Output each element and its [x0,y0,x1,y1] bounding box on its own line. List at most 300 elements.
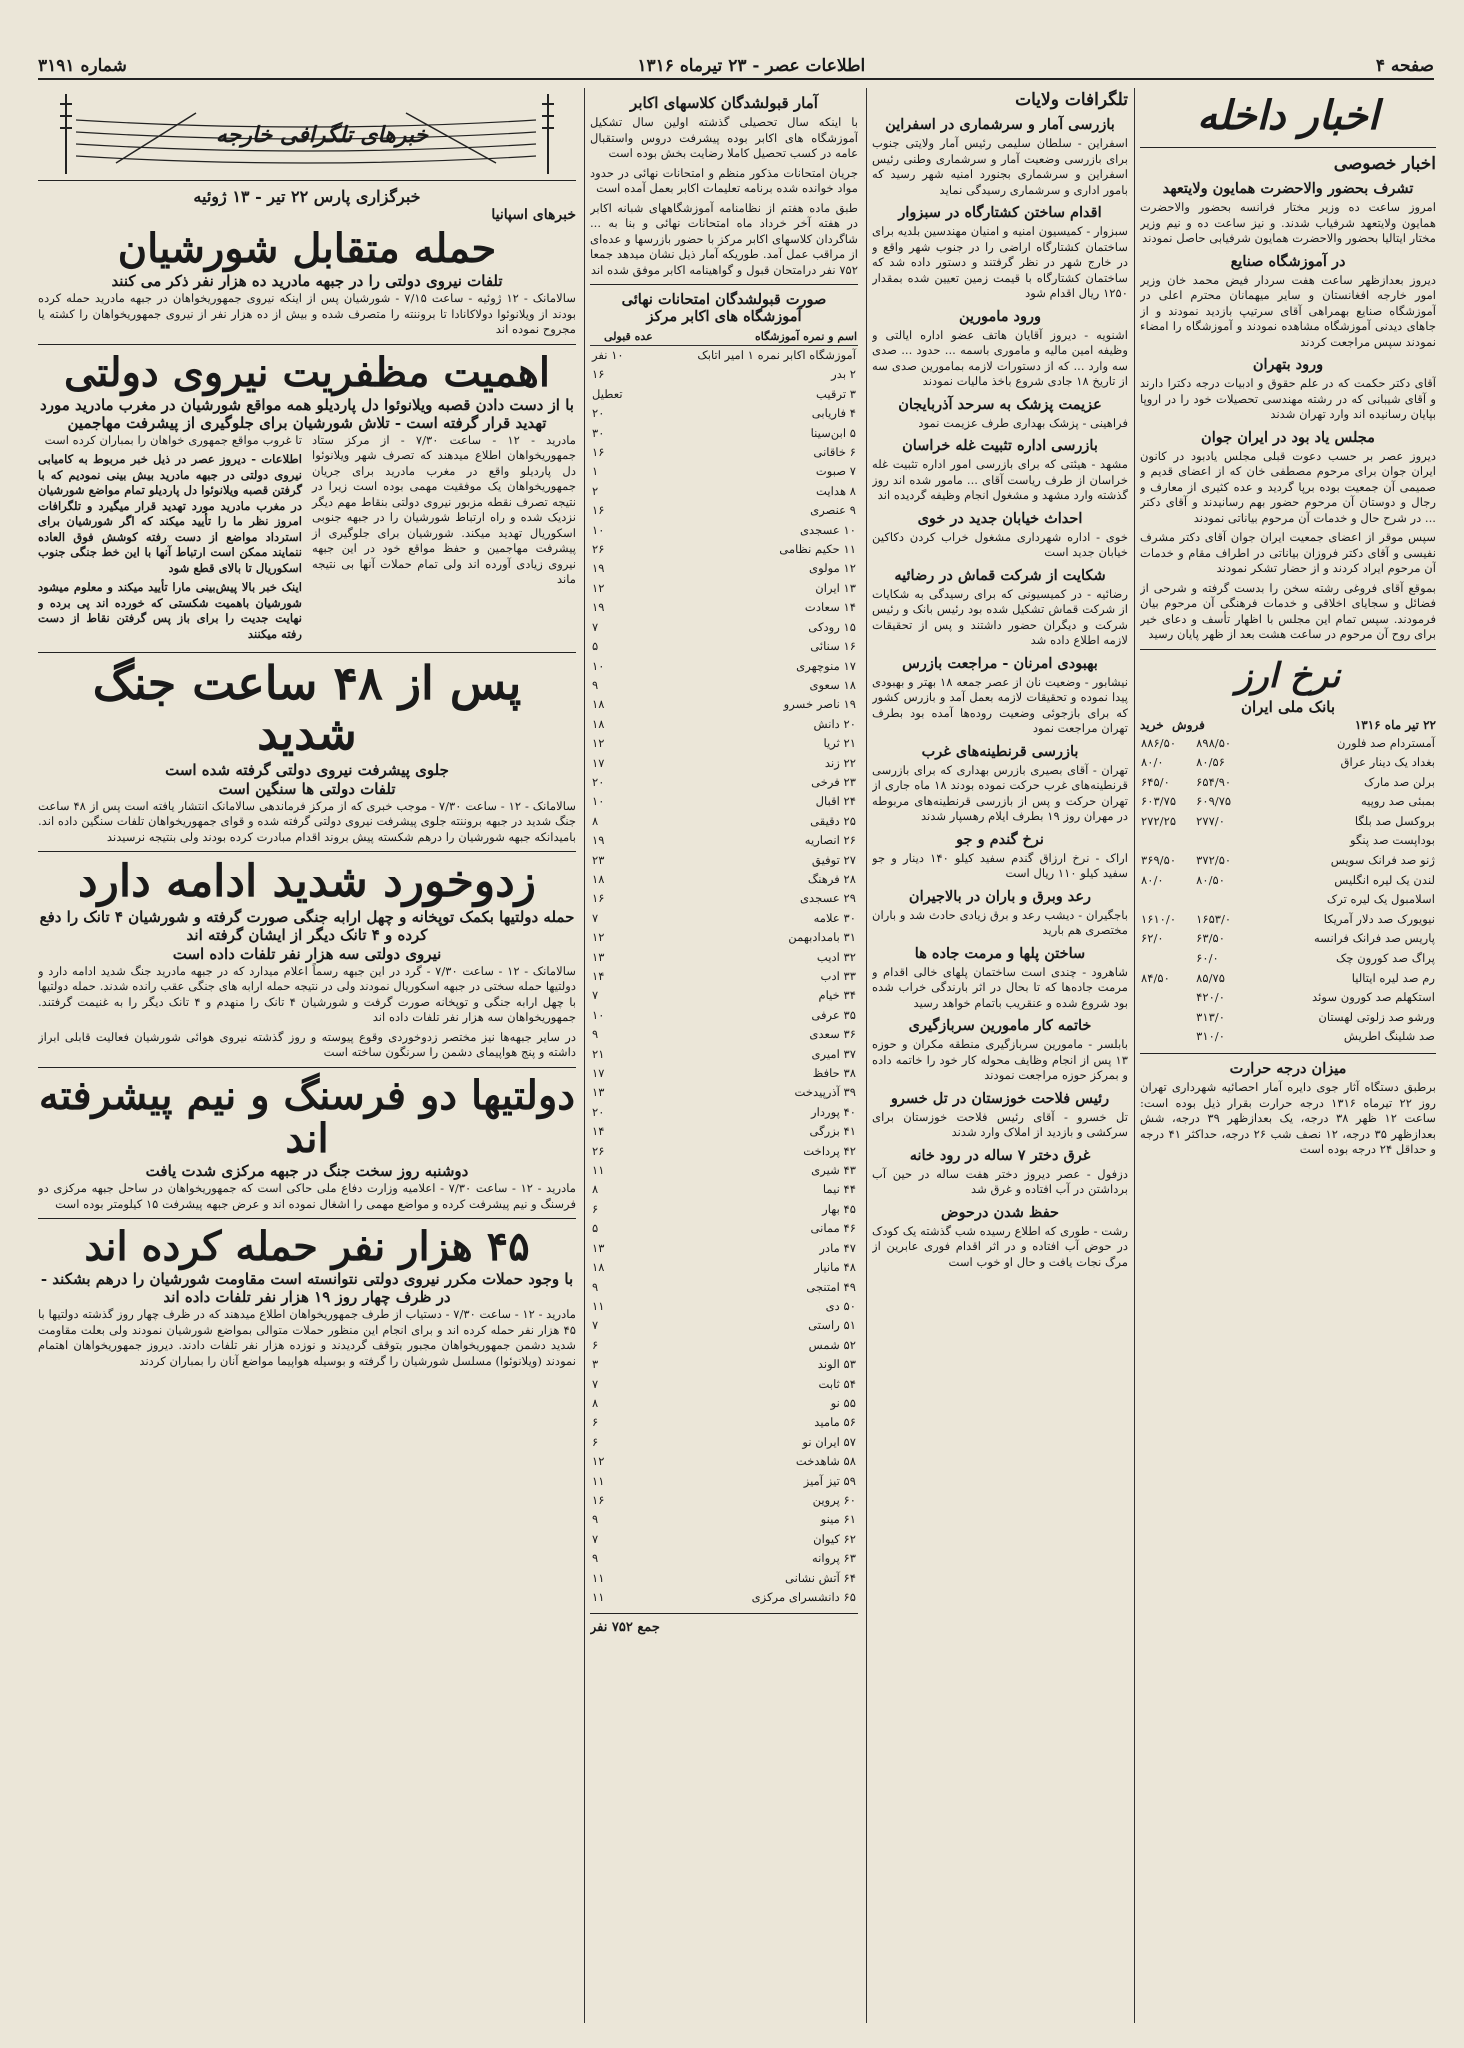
passed-count: ۱ [592,464,599,479]
school-name: ۲۹ عسجدی [799,891,856,906]
private-news-body: دیروز عصر بر حسب دعوت قبلی مجلس یادبود در کانون ایران جوان برای مرحوم مصطفی خان که از اعضای قدیم و صمیمی آن جمعیت بوده برپا گردید و عده کثیری از معارف و رجال و دوستان آن مرحوم حضور بهم رسانیدند و آقای دکتر ... در شرح حال و خدمات آن مرحوم بیاناتی نمودند [1140,448,1436,525]
table-row [590,1200,858,1219]
pars-agency-dateline: خبرگزاری پارس ۲۲ تیر - ۱۳ ژوئیه [193,187,421,206]
passed-count: ۶ [592,1415,599,1430]
school-name: ۴۴ نیما [822,1182,856,1197]
private-news-headline: در آموزشگاه صنایع [1230,252,1346,270]
provincial-news-body: خوی - اداره شهرداری مشغول خراب کردن دکاکین خیابان جدید است [872,529,1128,559]
table-row [590,385,858,404]
provincial-news-headline: بازرسی اداره تثبیت غله خراسان [902,437,1098,454]
table-row [590,1336,858,1355]
school-name: ۵۳ الوند [817,1357,856,1372]
table-row [590,676,858,695]
article-4-deck-2: نیروی دولتی سه هزار نفر تلفات داده است [172,944,442,963]
table-row [1140,1027,1436,1047]
table-row [1140,812,1436,832]
results-total: جمع ۷۵۲ نفر [590,1620,660,1636]
passed-count: ۳۰ [592,425,605,440]
passed-count: ۱۰ [592,794,605,809]
school-name: ۲۲ زند [824,755,856,770]
school-name: ۱۸ سعوی [809,677,856,692]
telegraph-pole-icon [60,94,72,174]
table-row [590,579,858,598]
passed-count: ۹ [592,1512,599,1527]
provincial-news-headline: بهبودی امرنان - مراجعت بازرس [902,654,1098,672]
table-row [590,1239,858,1258]
article-2-body-4: اینک خبر بالا پیش‌بینی مارا تأیید میکند و معلوم میشود شورشیان باهمیت شکستی که خورده اند پی برده و نهایت جدیت را برای باز پس گرفتن نقاط از دست رفته میکنند [38,580,302,641]
school-name: ۳۶ سعدی [809,1027,856,1042]
table-row [590,1064,858,1083]
passed-count: ۲۰ [592,1104,605,1119]
article-1-deck: تلفات نیروی دولتی را در جبهه مادرید ده هزار نفر ذکر می کنند [111,272,503,291]
school-name: ۵۹ تیز آمیز [803,1473,856,1488]
private-news-list [1140,180,1436,643]
table-row [1140,871,1436,891]
table-row [590,1355,858,1374]
provincial-news-body: نیشابور - وضعیت نان از عصر جمعه ۱۸ بهتر و بهبودی پیدا نموده و تحقیقات لازمه بعمل آمد و بازرس کشور که برای بازجوئی وضعیت روده‌ها آمده بود بطرف تهران مراجعت نمود [872,674,1128,735]
school-name: ۶ خاقانی [813,445,856,460]
passed-count: ۱۴ [592,1124,605,1139]
article-6-body: مادرید - ۱۲ - ساعت ۷/۳۰ - دستیاب از طرف جمهوریخواهان اطلاع میدهند که در ظرف چهار روز گذشته دولتیها با ۴۵ هزار نفر حمله کرده اند و برای انجام این منظور حملات متوالی بمواضع شورشیان نمودند ولی بعلت مقاومت شدید دشمن جمهوریخواهان مجبور بتوقف گردیدند و نوزده هزار نفر تلفات دادند. دیروز جمهوریخواهان اهتمام نمودند (ویلانوئوا) مسلسل شورشیان را گرفته و بوسیله هواپیما مواضع آنان را بمباران کردند [38,1307,576,1368]
passed-count: ۸ [592,1182,599,1197]
table-row [590,1375,858,1394]
provincial-news-body: تل خسرو - آقای رئیس فلاحت خوزستان برای سرکشی و بازدید از املاک وارد شدند [872,1109,1128,1139]
currency-name: بغداد یک دینار عراق [1340,755,1435,770]
sell-rate: ۳۱۳/۰ [1196,1009,1225,1024]
article-2-body-3: اطلاعات - دیروز عصر در ذیل خبر مربوط به کامیابی نیروی دولتی در جبهه مادرید بیش بینی نمودیم که با گرفتن قصبه ویلانوئوا دل پاردیلو تمام مواضع شورشیان در مغرب مادرید مورد تهدید قرار میگیرد و تلگرافات امروز نظر ما را تأیید میکند که اگر شورشیان برای استرداد مواضع از دست رفته کوشش فوق العاده ننمایند ممکن است ارتباط آنها با این خط جنگی جنوب اسکوریال تا بالای قطع شود [38,452,302,575]
school-name: ۴۵ بهار [822,1201,856,1216]
school-name: ۲۳ فرخی [811,774,856,789]
table-row [590,637,858,656]
provincial-telegrams-column [872,88,1128,2023]
article-4-deck-1: حمله دولتیها بکمک توپخانه و چهل ارابه جنگی صورت گرفته و شورشیان ۴ تانک را دفع کرده و ۴ تانک دیگر از ایشان گرفته اند [39,907,575,944]
currency-name: برلن صد مارک [1363,774,1435,789]
provincial-news-headline: احداث خیابان جدید در خوی [917,509,1083,527]
passed-count: ۹ [592,677,599,692]
passed-count: ۱۹ [592,600,605,615]
passed-count: ۱۷ [592,1066,605,1081]
adult-classes-column [590,88,858,2023]
table-row [590,501,858,520]
table-row [590,1510,858,1529]
school-name: ۵۲ شمس [808,1337,856,1352]
sell-rate: ۸۰/۵۰ [1196,872,1225,887]
private-news-body: آقای دکتر حکمت که در علم حقوق و ادبیات درجه دکترا دارند و آقای شیبانی که در رشته مهندسی تحصیلات خود را در اروپا بپایان رسانیده اند وارد تهران شدند [1140,376,1436,421]
table-row [1140,1008,1436,1028]
buy-rate: ۸۰/۰ [1141,872,1164,887]
table-row [1140,851,1436,871]
sell-rate [1195,890,1250,910]
buy-rate [1140,831,1195,851]
school-name: ۸ هدایت [816,483,856,498]
table-row [590,346,858,366]
sell-rate: ۸۰/۵۶ [1196,755,1225,770]
article-6-headline: ۴۵ هزار نفر حمله کرده اند [84,1223,530,1271]
table-row [590,540,858,559]
buy-rate: ۶۲/۰ [1141,931,1164,946]
school-name: ۵۶ مامید [814,1415,856,1430]
provincial-news-body: دزفول - عصر دیروز دختر هفت ساله در حین آب برداشتن در آب افتاده و غرق شد [872,1166,1128,1196]
foreign-news-banner-title: خبرهای تلگرافی خارجه [215,122,429,148]
school-name: ۷ صبوت [815,464,856,479]
passed-count: ۱۲ [592,930,605,945]
results-col-name: اسم و نمره آموزشگاه [654,328,858,346]
passed-count: ۱۸ [592,871,605,886]
buy-rate: ۲۷۲/۲۵ [1141,813,1177,828]
article-3-body: سالامانک - ۱۲ - ساعت ۷/۳۰ - موجب خبری که از مرکز فرماندهی سالامانک انتشار یافته است پس از ۴۸ ساعت جنگ شدید در جبهه بروننته جلوی پیشرفت نیروی دولتی گرفته شده و قوای جمهوریخواهان تلفات سنگین داده اند. بامیدانکه جبهه شورشیان را درهم شکسته پیش بروند اقدام مبادرت کرده بودند ولی بنتیجه نرسیدند [38,798,576,844]
domestic-news-column [1140,88,1436,2023]
provincial-news-body: اسفراین - سلطان سلیمی رئیس آمار ولایتی جنوب برای بازرسی وضعیت آمار و سرشماری وطنی رئیس اسفراین و سرشماری بجنورد امنیه شهر رسید که بامور اداری و سرشماری رسیدگی نماید [872,136,1128,197]
currency-name: ژنو صد فرانک سویس [1330,853,1435,868]
passed-count: ۷ [592,1531,599,1546]
table-row [590,1219,858,1238]
school-name: ۶۳ پروانه [811,1551,856,1566]
school-name: ۳۴ خیام [818,988,856,1003]
table-row [590,1258,858,1277]
currency-name: لندن یک لیره انگلیس [1334,872,1435,887]
provincial-news-headline: ساختن پلها و مرمت جاده ها [914,944,1086,962]
provincial-news-headline: غرق دختر ۷ ساله در رود خانه [909,1146,1091,1164]
table-row [1140,929,1436,949]
provincial-news-headline: حفظ شدن درحوض [940,1203,1059,1221]
sell-rate: ۴۲۰/۰ [1196,990,1225,1005]
passed-count: ۳ [592,1357,599,1372]
school-name: ۲۶ انصاریه [804,833,856,848]
article-2-body-2: تا غروب مواقع جمهوری خواهان را بمباران کرده است [44,432,302,447]
passed-count: ۱۶ [592,445,605,460]
table-row [590,889,858,908]
sell-rate: ۳۱۰/۰ [1196,1029,1225,1044]
foreign-news-column [38,88,576,2023]
school-name: ۶۴ آتش نشانی [784,1570,856,1585]
school-name: ۲۸ فرهنگ [807,871,856,886]
provincial-news-headline: رعد وبرق و باران در بالاجیران [908,887,1092,905]
provincial-news-body: مشهد - هیئتی که برای بازرسی امور اداره تثبیت غله خراسان از طرف ریاست آقای ... مامور شده اند روز گذشته وارد مشهد و مشغول انجام وظیفه گردیده اند [872,457,1128,502]
passed-count: ۸ [592,813,599,828]
school-name: ۵۷ ایران نو [802,1434,856,1449]
provincial-news-list [872,116,1128,1270]
article-5-deck: دوشنبه روز سخت جنگ در جبهه مرکزی شدت یافت [145,1162,469,1181]
table-row [590,1452,858,1471]
table-row [590,618,858,637]
results-table [590,328,858,1607]
buy-rate: ۸۴/۵۰ [1141,970,1170,985]
table-row [590,1549,858,1568]
passed-count: ۱۱ [592,1298,605,1313]
school-name: ۳۰ علامه [813,910,856,925]
passed-count: ۱۳ [592,1240,605,1255]
passed-count: ۱۲ [592,1454,605,1469]
provincial-news-headline: عزیمت پزشک به سرحد آذربایجان [898,395,1102,413]
private-news-headline: تشرف بحضور والاحضرت همایون ولایتعهد [1162,180,1414,197]
table-row [590,1569,858,1588]
currency-name: صد شلینگ اطریش [1343,1029,1435,1044]
school-name: ۱۶ سنائی [810,639,856,654]
school-name: ۶۰ پروین [812,1492,856,1507]
provincial-news-headline: بازرسی آمار و سرشماری در اسفراین [885,116,1115,133]
adult-classes-p3: طبق ماده هفتم از نظامنامه آموزشگاههای شبانه اکابر در هفته آخر خرداد ماه امتحانات نهائی و بنا به ... شاگردان کلاسهای اکابر مرکز با حضور بازرسها و عده‌ای از مراقب عمل آمد. طوریکه آمار ذیل نشان میدهد جمعا ۷۵۲ نفر درامتحان قبول و گواهینامه اکابر موفق شده اند [590,200,858,277]
results-col-count: عده قبولی [590,328,654,346]
passed-count: ۱۲ [592,736,605,751]
article-4-headline: زدوخورد شدید ادامه دارد [78,856,536,908]
adult-classes-heading: آمار قبولشدگان کلاسهای اکابر [630,94,818,112]
adult-classes-p1: با اینکه سال تحصیلی گذشته اولین سال تشکیل آموزشگاه های اکابر بوده پیشرفت دروس واستقبال عامه در کسب تحصیل کاملا رضایت بخش بوده است [590,115,858,160]
provincial-news-body: باجگیران - دیشب رعد و برق زیادی حادث شد و باران مختصری هم بارید [872,907,1128,937]
school-name: ۵۵ نو [830,1395,856,1410]
school-name: ۶۱ مینو [820,1512,856,1527]
passed-count: تعطیل [592,386,623,401]
currency-name: ورشو صد زلوتی لهستان [1318,1009,1435,1024]
passed-count: ۱۱ [592,1590,605,1604]
article-5-body: مادرید - ۱۲ - ساعت ۷/۳۰ - اعلامیه وزارت دفاع ملی حاکی است که جمهوریخواهان در ساحل جبهه مرکزی دو فرسنگ و نیم پیشرفت کرده و مواضع مهمی را اشغال نموده اند و عرض جبهه پیشرفت ۱۵ کیلومتر بوده است [38,1181,576,1211]
results-heading: صورت قبولشدگان امتحانات نهائی آموزشگاه های اکابر مرکز [621,291,827,325]
school-name: ۳۸ حافظ [812,1066,856,1081]
paper-date: اطلاعات عصر - ۲۳ تیرماه ۱۳۱۶ [637,56,866,76]
school-name: ۴ فاریابی [811,406,856,421]
table-row [590,443,858,462]
provincial-news-body: رشت - طوری که اطلاع رسیده شب گذشته یک کودک در حوض آب افتاده و در اثر اقدام فوری عابرین از مرگ نجات یافت و حال او خوب است [872,1223,1128,1269]
table-row [1140,734,1436,754]
passed-count: ۸ [592,1395,599,1410]
school-name: ۶۲ کیوان [813,1531,856,1546]
table-row [590,792,858,811]
passed-count: ۱۸ [592,716,605,731]
provincial-news-headline: بازرسی قرنطینه‌های غرب [921,742,1079,760]
temperature-heading: میزان درجه حرارت [1229,1060,1347,1077]
masthead [38,56,1434,80]
school-name: ۵۴ ثابت [818,1376,856,1391]
table-row [590,1316,858,1335]
provincial-news-body: فراهینی - پزشک بهداری طرف عزیمت نمود [918,415,1128,430]
provincial-news-headline: ورود مامورین [958,307,1042,325]
school-name: ۳۷ امیری [811,1046,856,1061]
school-name: ۳۳ ادب [820,969,856,983]
provincial-news-body: تهران - آقای بصیری بازرس بهداری که برای بازرسی قرنطینه‌های غرب حرکت نموده بودند ۱۸ ماه جاری از تهران حرکت و پس از بازرسی قرنطینه‌های مربوطه در مهران روز ۱۹ بطرف ایلام رهسپار شدند [872,762,1128,823]
school-name: ۲۱ ثریا [823,736,856,751]
table-row [590,967,858,986]
foreign-news-banner [38,88,576,181]
exchange-sell-label: فروش [1172,717,1205,732]
private-news-body: سپس موقر از اعضای جمعیت ایران جوان آقای دکتر مشرف نفیسی و آقای دکتر فروزان بیاناتی در اطراف مقام و خدمات آن مرحوم ایراد کردند و از حضار تشکر نمودند [1140,530,1436,575]
table-row [590,870,858,889]
table-row [590,1045,858,1064]
table-row [1140,773,1436,793]
page-number: صفحه ۴ [1375,56,1434,76]
private-news-headline: مجلس یاد بود در ایران جوان [1201,428,1375,446]
private-news-heading: اخبار خصوصی [1333,154,1436,174]
school-name: ۲۴ اقبال [815,794,856,809]
currency-name: پاریس صد فرانک فرانسه [1313,931,1435,946]
passed-count: ۵ [592,1221,599,1236]
passed-count: ۲۰ [592,406,605,421]
provincial-news-headline: رئیس فلاحت خوزستان در تل خسرو [890,1089,1110,1107]
school-name: ۹ عنصری [810,503,856,518]
passed-count: ۱۶ [592,1492,605,1507]
provincial-news-body: اراک - نرخ ارزاق گندم سفید کیلو ۱۴۰ دینار و جو سفید کیلو ۱۱۰ ریال است [872,850,1128,880]
passed-count: ۱۳ [592,1085,605,1100]
table-row [590,1103,858,1122]
passed-count: ۲۱ [592,1046,605,1061]
table-row [590,948,858,967]
table-row [590,1588,858,1607]
provincial-news-body: بابلسر - مامورین سربازگیری منطقه مکران و حوزه ۱۳ پس از انجام وظایف محوله کار خود را خاتمه داده و بمرکز حوزه مراجعت نمودند [872,1037,1128,1082]
passed-count: ۷ [592,988,599,1003]
table-row [590,754,858,773]
table-row [590,404,858,423]
provincial-news-body: شاهرود - چندی است ساختمان پلهای خالی اقدام و مرمت جاده‌ها که تا بحال در اثر بارندگی خراب شده بود شروع شده و عنقریب باتمام خواهد رسید [872,964,1128,1010]
sell-rate: ۱۶۵۳/۰ [1196,911,1232,926]
table-row [590,1180,858,1199]
buy-rate [1140,1008,1195,1028]
sell-rate: ۸۵/۷۵ [1196,970,1225,985]
sell-rate: ۶۳/۵۰ [1196,931,1225,946]
table-row [590,1297,858,1316]
article-2-deck: با از دست دادن قصبه ویلانوئوا دل پاردیلو همه مواقع شورشیان در مغرب مادرید مورد تهدید قرار گرفته است - تلاش شورشیان برای جلوگیری از پیشرفت مهاجمین [40,395,574,432]
passed-count: ۹ [592,1551,599,1566]
table-row [590,695,858,714]
sell-rate [1195,831,1250,851]
table-row [590,1472,858,1491]
currency-name: استکهلم صد کورون سوئد [1312,990,1435,1005]
passed-count: ۱۶ [592,367,605,382]
table-row [590,986,858,1005]
school-name: ۲۵ دقیقی [810,813,856,828]
table-row [590,365,858,384]
provincial-telegrams-heading: تلگرافات ولایات [1015,90,1128,110]
school-name: ۵۱ راستی [808,1318,856,1333]
school-name: ۱۱ حکیم نظامی [779,542,856,557]
temperature-text: برطبق دستگاه آثار جوی دایره آمار احصائیه شهرداری تهران روز ۲۲ تیرماه ۱۳۱۶ درجه حرارت بقرار ذیل بوده است: ساعت ۱۲ ظهر ۳۸ درجه، یک بعدازظهر ۳۹ درجه، شش بعدازظهر ۳۵ درجه، ۱۲ نصف شب ۲۶ درجه، حداکثر ۴۱ درجه و حداقل ۲۴ درجه بوده است [1140,1080,1436,1156]
sell-rate: ۲۷۷/۰ [1196,813,1225,828]
school-name: ۳۹ آذرپیدخت [794,1085,856,1100]
school-name: ۲۰ دانش [813,716,856,731]
passed-count: ۱۷ [592,755,605,770]
table-row [590,734,858,753]
passed-count: ۹ [592,1027,599,1042]
table-row [590,1025,858,1044]
buy-rate [1140,1027,1195,1047]
provincial-news-headline: اقدام ساختن کشتارگاه در سبزوار [898,204,1102,221]
buy-rate: ۱۶۱۰/۰ [1141,911,1177,926]
school-name: ۶۵ دانشسرای مرکزی [751,1590,856,1604]
school-name: ۴۱ بزرگی [809,1124,856,1139]
passed-count: ۱۱ [592,1163,605,1178]
article-5-headline: دولتیها دو فرسنگ و نیم پیشرفته اند [38,1071,576,1162]
private-news-body: دیروز بعدازظهر ساعت هفت سردار فیض محمد خان وزیر امور خارجه افغانستان و سایر میهمانان محترم اعلی در آموزشگاه صنایع بهمراهی آقای سرتیپ بازدید نمودند و از جاهای دیدنی آموزشگاه مشاهده نمودند و آموزشگاه را امضاء نمودند سپس مراجعت کردند [1140,272,1436,349]
article-4-body-1: سالامانک - ۱۲ - ساعت ۷/۳۰ - گرد در این جبهه رسماً اعلام میدارد که در جبهه مادرید جنگ شدید ادامه دارد و دولتیها حمله سختی در جبهه اسکوریال نمودند ولی در نتیجه حمله ارابه های جنگی عقب رانده شدند. حمله دولتیها با چهل ارابه جنگی و توپخانه صورت گرفت و شورشیان ۴ تانک را منهدم و ۴ تانک دیگر را به غنیمت گرفتند. جمهوریخواهان سه هزار نفر تلفات داده اند [38,963,576,1025]
currency-name: بمبئی صد روپیه [1360,794,1435,809]
school-name: ۱۳ ایران [815,580,856,595]
sell-rate: ۶۰۹/۷۵ [1196,794,1232,809]
passed-count: ۲۰ [592,774,605,789]
provincial-news-body: اشنویه - دیروز آقایان هاتف عضو اداره ایالتی و وظیفه امین مالیه و ماموری باسمه ... حدود ... صدی سه وارد ... که از دستورات لازمه بمامورین صدی سه از تاریخ ۱۸ جادی شروع باخذ مالیات نمودند [872,327,1128,388]
table-row [590,715,858,734]
table-row [590,657,858,676]
school-name: ۴۰ پوردار [811,1104,856,1119]
table-row [1140,988,1436,1008]
sell-rate: ۳۷۲/۵۰ [1196,853,1232,868]
school-name: ۱۰ عسجدی [799,522,856,537]
buy-rate [1140,890,1195,910]
passed-count: ۱۶ [592,891,605,906]
table-row [590,1083,858,1102]
passed-count: ۷ [592,619,599,634]
school-name: ۱۴ سعادت [804,600,856,615]
table-row [590,812,858,831]
table-row [1140,831,1436,851]
passed-count: ۷ [592,1318,599,1333]
table-row [1140,792,1436,812]
table-row [1140,910,1436,930]
school-name: آموزشگاه اکابر نمره ۱ امیر اتابک [697,348,856,362]
buy-rate: ۶۴۵/۰ [1141,774,1170,789]
article-1-body: سالامانک - ۱۲ ژوئیه - ساعت ۷/۱۵ - شورشیان پس از اینکه نیروی جمهوریخواهان در جبهه مادرید حمله کرده بودند از ویلانوئوا دولاکانادا تا بروننته را متصرف شده و بیش از ده هزار نفر از نیروی جمهوریخواهان را کشته یا مجروح نموده اند [38,291,576,337]
passed-count: ۲۶ [592,1143,605,1158]
table-row [1140,949,1436,969]
table-row [590,1433,858,1452]
currency-name: بوداپست صد پنگو [1350,833,1435,848]
currency-name: آمستردام صد فلورن [1336,735,1435,750]
table-row [1140,753,1436,773]
passed-count: ۱۰ [592,1007,605,1022]
article-6-deck: با وجود حملات مکرر نیروی دولتی نتوانسته است مقاومت شورشیان را درهم بشکند - در ظرف چهار روز ۱۹ هزار نفر تلفات داده اند [40,1270,574,1307]
school-name: ۴۷ مادر [819,1240,856,1255]
buy-rate: ۸۰/۰ [1141,755,1164,770]
buy-rate: ۳۶۹/۵۰ [1141,853,1177,868]
school-name: ۳ ترقیب [816,386,856,401]
sell-rate: ۶۰/۰ [1196,951,1219,966]
table-row [1140,969,1436,989]
exchange-date: ۲۲ تیر ماه ۱۳۱۶ [1354,717,1436,732]
passed-count: ۱۹ [592,561,605,576]
school-name: ۵۸ شاهدخت [795,1454,856,1469]
table-row [590,773,858,792]
table-row [590,1122,858,1141]
passed-count: ۷ [592,910,599,925]
currency-name: اسلامبول یک لیره ترک [1326,892,1435,907]
passed-count: ۱۱ [592,1570,605,1585]
school-name: ۵ ابن‌سینا [810,425,856,440]
issue-number: شماره ۳۱۹۱ [38,56,127,76]
table-row [590,1491,858,1510]
article-2-body-1: مادرید - ۱۲ - ساعت ۷/۳۰ - از مرکز ستاد جمهوریخواهان اطلاع میدهند که تصرف شهر ویلانوئوا دل پاردیلو واقع در مغرب مادرید برای جریان جمهوریخواهان یک موفقیت مهمی بوده است زیرا در نتیجه تصرف نقطه مزبور نیروی دولتی بنقاط مهم دیگر نزدیک شده و راه ارتباط شورشیان را در جبهه جنوبی اسکوریال تهدید میکند. شورشیان برای جلوگیری از پیشرفت مهاجمین و حفظ مواقع خود در این جبهه نیروی زیادی آورده اند ولی تمام حملات آنها بی نتیجه ماند [312,432,576,587]
table-row [1140,890,1436,910]
passed-count: ۱۰ نفر [592,348,624,362]
exchange-rate-table [1140,734,1436,1048]
school-name: ۱۷ منوچهری [796,658,856,673]
buy-rate [1140,988,1195,1008]
exchange-rate-title: نرخ ارز [1235,655,1341,696]
table-row [590,598,858,617]
table-row [590,559,858,578]
passed-count: ۱۰ [592,522,605,537]
table-row [590,1278,858,1297]
table-row [590,909,858,928]
provincial-news-headline: خاتمه کار مامورین سربازگیری [908,1017,1092,1034]
school-name: ۲۷ توفیق [811,852,856,867]
provincial-news-headline: شکایت از شرکت قماش در رضائیه [894,566,1106,584]
school-name: ۴۸ مانیار [814,1260,856,1275]
provincial-news-body: رضائیه - در کمیسیونی که برای رسیدگی به شکایات از شرکت قماش تشکیل شده بود رئیس بانک و رئیس شرکت و دیگران حضور داشتند و پس از تحقیقات لازمه اطلاع داده شد [872,586,1128,647]
sell-rate: ۶۵۴/۹۰ [1196,774,1232,789]
article-1-headline: حمله متقابل شورشیان [117,225,497,272]
passed-count: ۲ [592,483,599,498]
article-4-body-2: در سایر جبهه‌ها نیز مختصر زدوخوردی وقوع پیوسته و روز گذشته نیروی هوائی شورشیان فعالیت قابلی ابراز داشته و پنج هواپیمای دشمن را سرنگون ساخته است [38,1029,576,1060]
sell-rate: ۸۹۸/۵۰ [1196,735,1232,750]
passed-count: ۶ [592,1337,599,1352]
passed-count: ۷ [592,1376,599,1391]
currency-name: رم صد لیره ایتالیا [1351,970,1435,985]
